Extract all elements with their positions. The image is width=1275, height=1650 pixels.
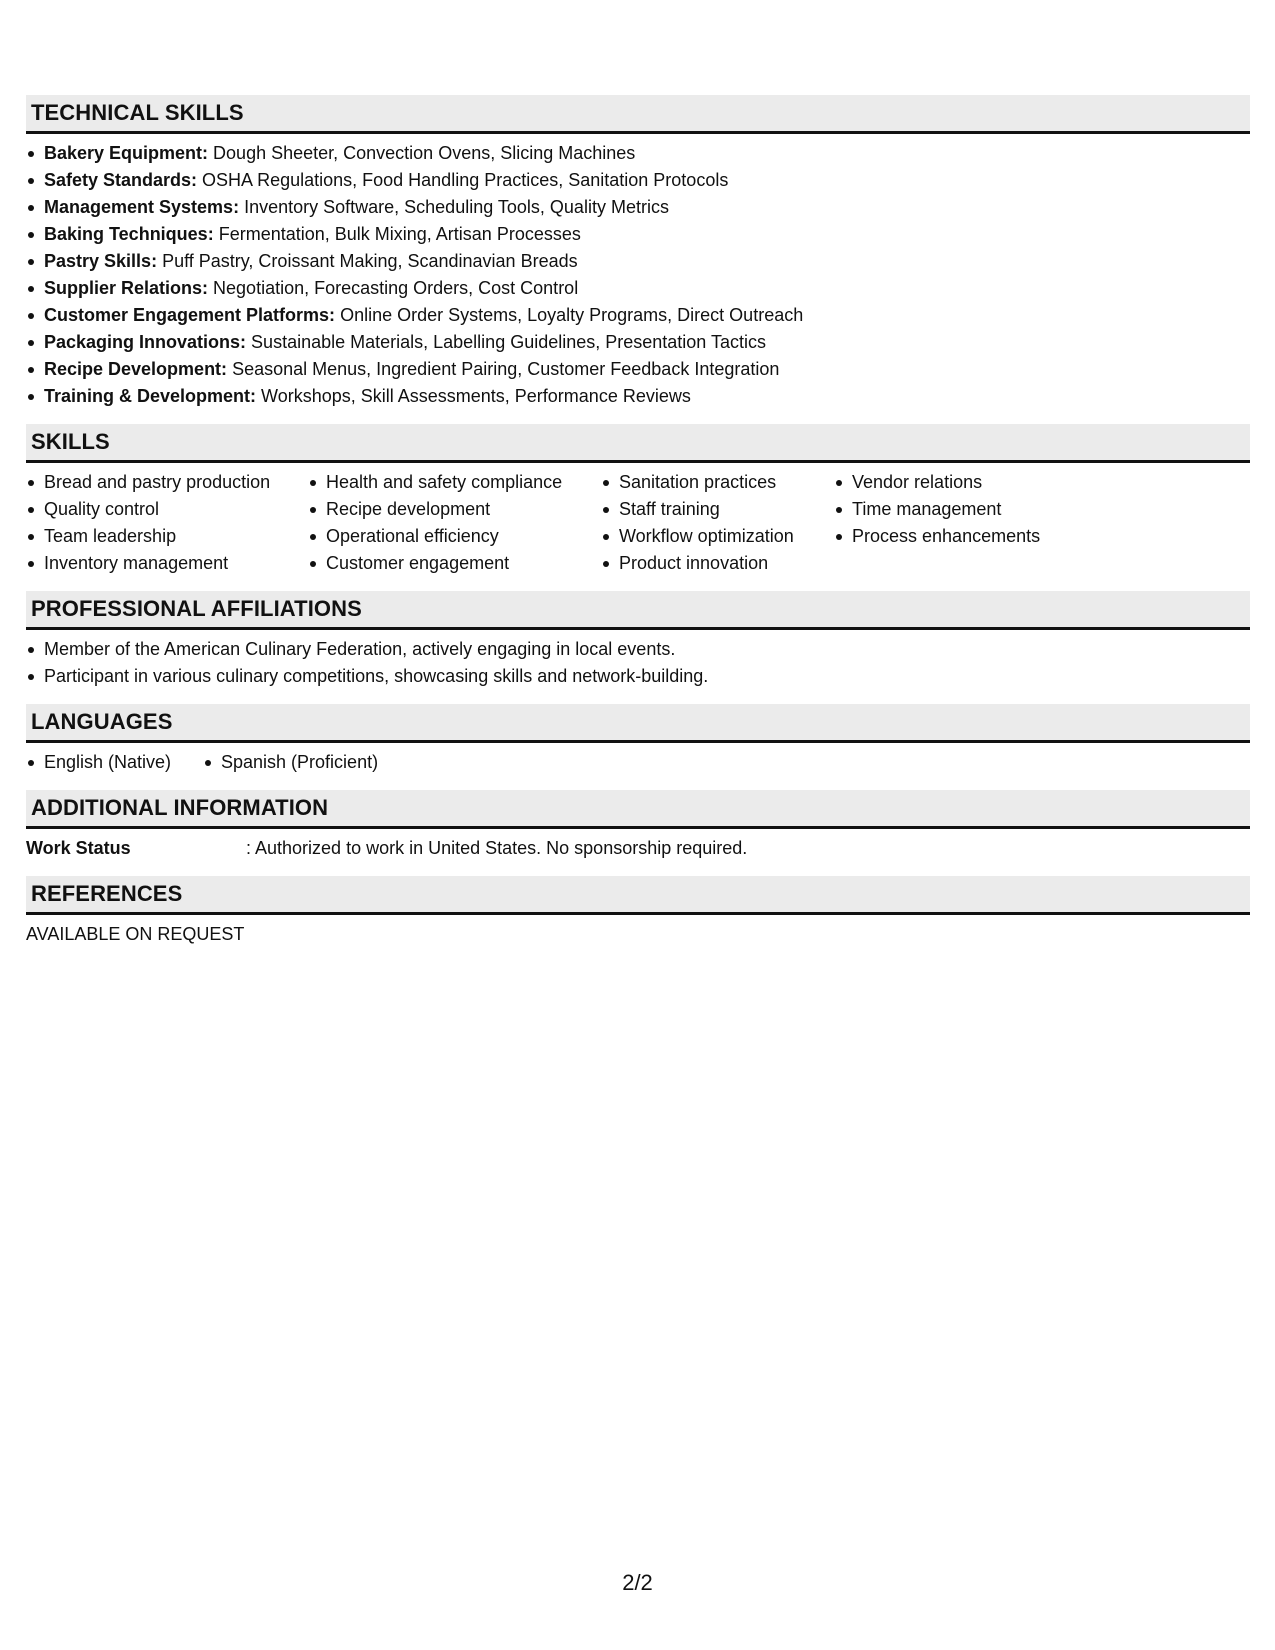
skills-column-1: [26, 469, 308, 577]
skill-label: Training & Development:: [44, 386, 257, 406]
languages-row: [26, 749, 1250, 776]
skill-label: Bakery Equipment:: [44, 143, 209, 163]
list-item: [26, 167, 1250, 194]
resume-page: [26, 95, 1250, 962]
skills-column-4: [834, 469, 1094, 577]
skill-label: Customer Engagement Platforms:: [44, 305, 336, 325]
technical-skills-list: [26, 140, 1250, 410]
list-item: Inventory management: [26, 550, 308, 577]
skill-label: Supplier Relations:: [44, 278, 209, 298]
references-heading: REFERENCES: [26, 876, 1250, 915]
skill-value: OSHA Regulations, Food Handling Practices, Sanitation Protocols: [197, 170, 729, 190]
affiliations-section: [26, 591, 1250, 690]
skill-value: Seasonal Menus, Ingredient Pairing, Customer Feedback Integration: [227, 359, 780, 379]
list-item: Sanitation practices: [601, 469, 834, 496]
skill-value: Negotiation, Forecasting Orders, Cost Control: [208, 278, 579, 298]
list-item: [26, 140, 1250, 167]
list-item: Member of the American Culinary Federation, actively engaging in local events.: [26, 636, 1250, 663]
references-text: AVAILABLE ON REQUEST: [26, 924, 245, 944]
skill-value: Fermentation, Bulk Mixing, Artisan Processes: [213, 224, 581, 244]
list-item: Team leadership: [26, 523, 308, 550]
skill-value: Dough Sheeter, Convection Ovens, Slicing Machines: [208, 143, 636, 163]
list-item: [26, 329, 1250, 356]
list-item: [26, 356, 1250, 383]
list-item: Time management: [834, 496, 1094, 523]
list-item: Customer engagement: [308, 550, 601, 577]
affiliations-heading: PROFESSIONAL AFFILIATIONS: [26, 591, 1250, 630]
list-item: Recipe development: [308, 496, 601, 523]
work-status-row: [26, 835, 1250, 862]
list-item: Bread and pastry production: [26, 469, 308, 496]
languages-heading: LANGUAGES: [26, 704, 1250, 743]
list-item: Spanish (Proficient): [203, 749, 378, 776]
skill-value: Online Order Systems, Loyalty Programs, Direct Outreach: [335, 305, 804, 325]
skill-label: Safety Standards:: [44, 170, 198, 190]
list-item: Process enhancements: [834, 523, 1094, 550]
additional-info-section: [26, 790, 1250, 862]
list-item: Staff training: [601, 496, 834, 523]
languages-column-1: [26, 749, 203, 776]
skill-value: Puff Pastry, Croissant Making, Scandinavian Breads: [157, 251, 578, 271]
technical-skills-heading: TECHNICAL SKILLS: [26, 95, 1250, 134]
list-item: Participant in various culinary competitions, showcasing skills and network-building.: [26, 663, 1250, 690]
skills-heading: SKILLS: [26, 424, 1250, 463]
page-number: 2/2: [622, 1570, 653, 1595]
skill-label: Management Systems:: [44, 197, 240, 217]
references-section: [26, 876, 1250, 948]
list-item: [26, 194, 1250, 221]
list-item: [26, 383, 1250, 410]
work-status-label: Work Status: [26, 838, 131, 858]
skill-label: Packaging Innovations:: [44, 332, 247, 352]
list-item: Quality control: [26, 496, 308, 523]
skill-label: Pastry Skills:: [44, 251, 158, 271]
skills-column-2: [308, 469, 601, 577]
skill-value: Sustainable Materials, Labelling Guidelines, Presentation Tactics: [246, 332, 767, 352]
list-item: [26, 302, 1250, 329]
languages-section: [26, 704, 1250, 776]
list-item: [26, 248, 1250, 275]
list-item: Vendor relations: [834, 469, 1094, 496]
skill-value: Workshops, Skill Assessments, Performance Reviews: [256, 386, 691, 406]
list-item: English (Native): [26, 749, 203, 776]
skills-grid: [26, 469, 1250, 577]
affiliations-list: [26, 636, 1250, 690]
list-item: Health and safety compliance: [308, 469, 601, 496]
work-status-value: : Authorized to work in United States. No sponsorship required.: [246, 838, 748, 858]
languages-column-2: [203, 749, 378, 776]
list-item: [26, 275, 1250, 302]
list-item: Product innovation: [601, 550, 834, 577]
skill-label: Recipe Development:: [44, 359, 228, 379]
list-item: Operational efficiency: [308, 523, 601, 550]
additional-info-heading: ADDITIONAL INFORMATION: [26, 790, 1250, 829]
list-item: [26, 221, 1250, 248]
technical-skills-section: [26, 95, 1250, 410]
skill-value: Inventory Software, Scheduling Tools, Quality Metrics: [239, 197, 669, 217]
skills-section: [26, 424, 1250, 577]
skill-label: Baking Techniques:: [44, 224, 214, 244]
list-item: Workflow optimization: [601, 523, 834, 550]
skills-column-3: [601, 469, 834, 577]
